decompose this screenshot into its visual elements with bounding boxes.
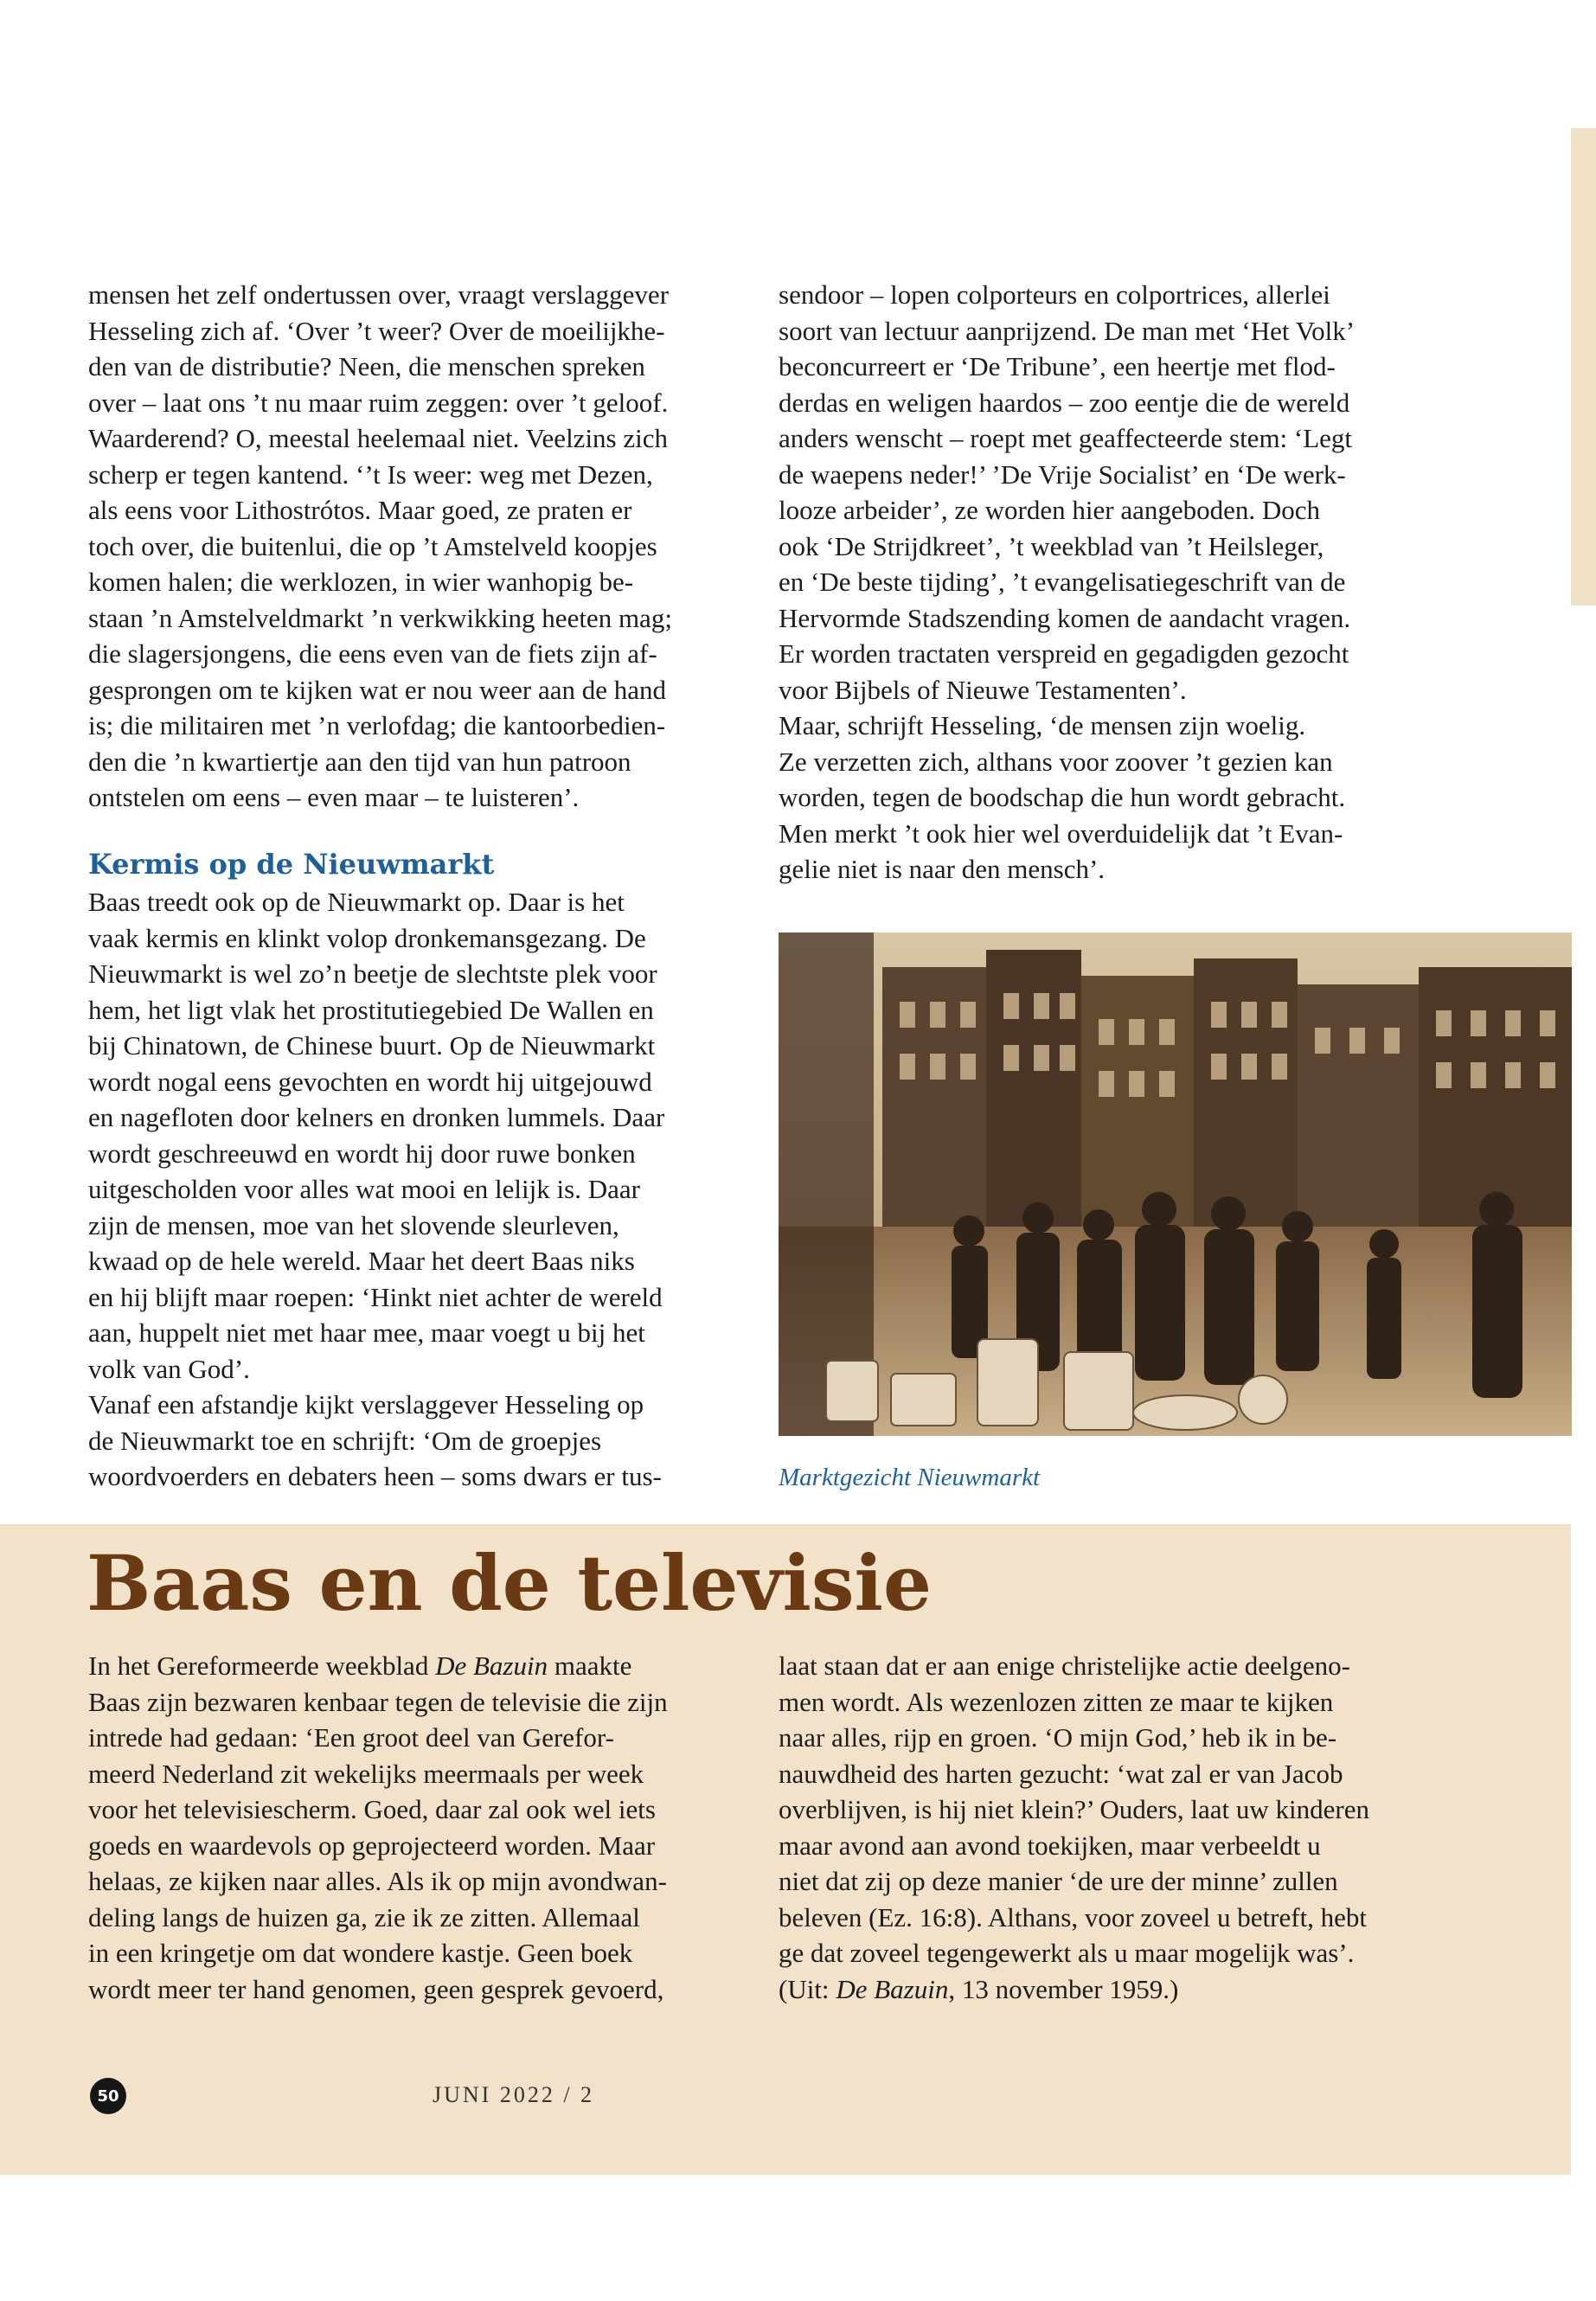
text-line: Nieuwmarkt is wel zo’n beetje de slechtste plek voor: [88, 958, 657, 989]
text-line: goeds en waardevols op geprojecteerd worden. Maar: [88, 1830, 656, 1861]
box-column-right: [779, 1648, 1436, 2007]
text-line: gelie niet is naar den mensch’.: [779, 854, 1106, 884]
text-line: intrede had gedaan: ‘Een groot deel van Gerefor-: [88, 1722, 614, 1753]
market-photo-illustration: [779, 933, 1572, 1436]
text-line: Vanaf een afstandje kijkt verslaggever Hesseling op: [88, 1389, 644, 1420]
issue-label: JUNI 2022 / 2: [433, 2082, 595, 2107]
text-line: men wordt. Als wezenlozen zitten ze maar te kijken: [779, 1686, 1334, 1717]
text-line: scherp er tegen kantend. ‘’t Is weer: weg met Dezen,: [88, 458, 653, 490]
text-line: looze arbeider’, ze worden hier aangeboden. Doch: [779, 495, 1321, 525]
text-line: komen halen; die werklozen, in wier wanhopig be-: [88, 567, 634, 597]
text-line: als eens voor Lithostrótos. Maar goed, ze praten er: [88, 495, 632, 525]
text-line: bij Chinatown, de Chinese buurt. Op de Nieuwmarkt: [88, 1030, 656, 1061]
text-line: volk van God’.: [88, 1353, 250, 1384]
text-line: vaak kermis en klinkt volop dronkemansgezang. De: [88, 922, 646, 953]
text-line: voor Bijbels of Nieuwe Testamenten’.: [779, 674, 1187, 705]
text-line: den die ’n kwartiertje aan den tijd van hun patroon: [88, 746, 631, 777]
text-line: de Nieuwmarkt toe en schrijft: ‘Om de groepjes: [88, 1425, 602, 1456]
text-line: ontstelen om eens – even maar – te luisteren’.: [88, 782, 580, 812]
text-line: en ‘De beste tijding’, ’t evangelisatiegeschrift van de: [779, 567, 1346, 597]
text-line: en hij blijft maar roepen: ‘Hinkt niet achter de wereld: [88, 1281, 663, 1312]
text-line: wordt meer ter hand genomen, geen gesprek gevoerd,: [88, 1973, 664, 2004]
text-line: meerd Nederland zit wekelijks meermaals per week: [88, 1758, 644, 1789]
market-photo: [779, 933, 1572, 1436]
text-line: de waepens neder!’ ’De Vrije Socialist’ en ‘De werk-: [779, 458, 1346, 490]
text-line: sendoor – lopen colporteurs en colportrices, allerlei: [779, 279, 1330, 310]
text-line: Baas treedt ook op de Nieuwmarkt op. Daar is het: [88, 887, 625, 917]
text-line: over – laat ons ’t nu maar ruim zeggen: over ’t geloof.: [88, 387, 669, 418]
text-line: woordvoerders en debaters heen – soms dwars er tus-: [88, 1461, 662, 1491]
text-line: deling langs de huizen ga, zie ik ze zitten. Allemaal: [88, 1901, 640, 1932]
text-line: kwaad op de hele wereld. Maar het deert Baas niks: [88, 1246, 635, 1276]
text-line: hem, het ligt vlak het prostitutiegebied De Wallen en: [88, 994, 654, 1025]
text-line: beleven (Ez. 16:8). Althans, voor zoveel u betreft, hebt: [779, 1901, 1368, 1932]
text-line: naar alles, rijp en groen. ‘O mijn God,’ heb ik in be-: [779, 1722, 1337, 1753]
text-line: mensen het zelf ondertussen over, vraagt verslaggever: [88, 279, 670, 310]
article-column-right: [779, 277, 1436, 888]
text-line: niet dat zij op deze manier ‘de ure der minne’ zullen: [779, 1866, 1338, 1896]
text-line: ge dat zoveel tegengewerkt als u maar mogelijk was’.: [779, 1938, 1355, 1968]
text-line: Er worden tractaten verspreid en gegadigden gezocht: [779, 638, 1349, 669]
text-line: zijn de mensen, moe van het slovende sleurleven,: [88, 1209, 619, 1240]
text-line: staan ’n Amstelveldmarkt ’n verkwikking heeten mag;: [88, 602, 672, 633]
text-line: derdas en weligen haardos – zoo eentje die de wereld: [779, 387, 1350, 418]
text-line: voor het televisiescherm. Goed, daar zal ook wel iets: [88, 1794, 656, 1824]
text-line: helaas, ze kijken naar alles. Als ik op mijn avondwan-: [88, 1866, 667, 1896]
text-line: uitgescholden voor alles wat mooi en lelijk is. Daar: [88, 1174, 640, 1204]
page-number-badge: 50: [90, 2078, 126, 2114]
text-line: wordt nogal eens gevochten en wordt hij uitgejouwd: [88, 1066, 652, 1097]
text-line: Maar, schrijft Hesseling, ‘de mensen zijn woelig.: [779, 710, 1306, 740]
text-line: Hervormde Stadszending komen de aandacht vragen.: [779, 602, 1351, 633]
text-line: in een kringetje om dat wondere kastje. Geen boek: [88, 1938, 633, 1968]
article-column-left-continued: [88, 884, 746, 1495]
text-line: maar avond aan avond toekijken, maar verbeeldt u: [779, 1830, 1321, 1861]
text-line: aan, huppelt niet met haar mee, maar voegt u bij het: [88, 1317, 645, 1348]
text-line: die slagersjongens, die eens even van de fiets zijn af-: [88, 638, 657, 669]
box-title: Baas en de televisie: [87, 1538, 932, 1628]
text-line: wordt geschreeuwd en wordt hij door ruwe bonken: [88, 1138, 636, 1169]
text-line: nauwdheid des harten gezucht: ‘wat zal er van Jacob: [779, 1758, 1343, 1789]
text-line: soort van lectuur aanprijzend. De man met ‘Het Volk’: [779, 315, 1356, 346]
photo-caption: Marktgezicht Nieuwmarkt: [779, 1464, 1041, 1491]
text-line: anders wenscht – roept met geaffecteerde stem: ‘Legt: [779, 423, 1353, 453]
section-subheading: Kermis op de Nieuwmarkt: [88, 848, 495, 881]
text-line: Hesseling zich af. ‘Over ’t weer? Over de moeilijkhe-: [88, 315, 665, 346]
article-column-left: [88, 277, 746, 816]
text-line: den van de distributie? Neen, die menschen spreken: [88, 351, 645, 381]
publication-title: De Bazuin: [836, 1973, 949, 2004]
text-line: Men merkt ’t ook hier wel overduidelijk dat ’t Evan-: [779, 817, 1343, 849]
text-line: Baas zijn bezwaren kenbaar tegen de televisie die zijn: [88, 1686, 668, 1717]
publication-title: De Bazuin: [435, 1650, 548, 1681]
text-line: overblijven, is hij niet klein?’ Ouders, laat uw kinderen: [779, 1794, 1369, 1824]
text-line: In het Gereformeerde weekblad De Bazuin maakte: [88, 1650, 632, 1681]
text-line: Waarderend? O, meestal heelemaal niet. Veelzins zich: [88, 423, 668, 453]
text-line: laat staan dat er aan enige christelijke actie deelgeno-: [779, 1650, 1350, 1681]
text-line: is; die militairen met ’n verlofdag; die kantoorbedien-: [88, 710, 666, 740]
text-line: ook ‘De Strijdkreet’, ’t weekblad van ’t Heilsleger,: [779, 530, 1324, 561]
text-line: toch over, die buitenlui, die op ’t Amstelveld koopjes: [88, 530, 657, 561]
text-line: Ze verzetten zich, althans voor zoover ’t gezien kan: [779, 746, 1333, 777]
side-tab-marker: [1571, 128, 1596, 606]
text-line: (Uit: De Bazuin, 13 november 1959.): [779, 1973, 1179, 2004]
text-line: gesprongen om te kijken wat er nou weer aan de hand: [88, 674, 666, 705]
text-line: en nagefloten door kelners en dronken lummels. Daar: [88, 1102, 665, 1132]
text-line: worden, tegen de boodschap die hun wordt gebracht.: [779, 782, 1346, 812]
box-column-left: [88, 1648, 746, 2007]
text-line: beconcurreert er ‘De Tribune’, een heertje met flod-: [779, 351, 1336, 381]
